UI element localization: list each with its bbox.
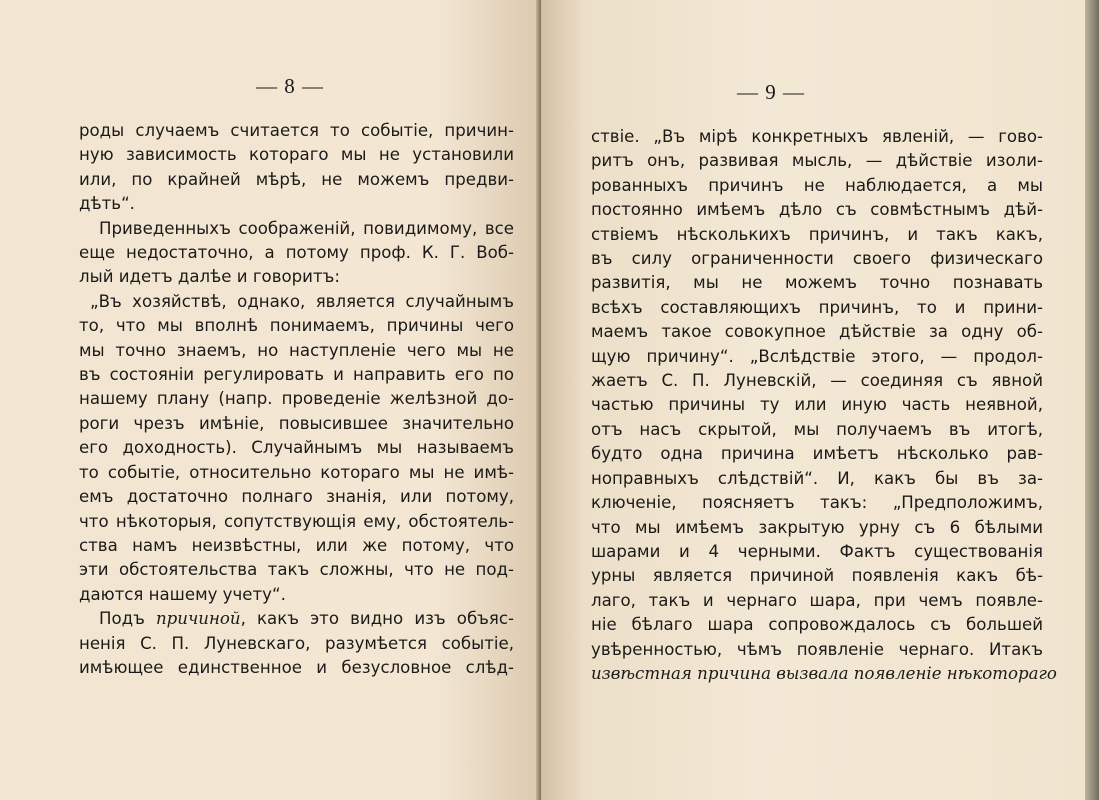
text-line: шарами и 4 черными. Фактъ существованiя — [591, 541, 1043, 561]
text-line: что мы имѣемъ закрытую урну съ 6 бѣлыми — [591, 517, 1043, 537]
text-line: что нѣкоторыя, сопутствующiя ему, обстоятель- — [79, 511, 514, 531]
text-line — [79, 607, 514, 631]
text-line: или, по крайней мѣрѣ, не можемъ предви- — [79, 169, 514, 189]
text-line: всѣхъ составляющихъ причинъ, то и прини- — [591, 297, 1043, 317]
text-line: ствiе. „Въ мiрѣ конкретныхъ явленiй, — гово- — [591, 127, 1043, 146]
text-fragment: , какъ это видно изъ объяс- — [240, 609, 514, 629]
right-page — [541, 0, 1085, 800]
text-fragment: Подъ — [99, 609, 156, 629]
page-number: — 9 — — [737, 80, 805, 104]
text-line: ноправныхъ слѣдствiй“. И, какъ бы въ за- — [591, 468, 1043, 488]
italic-term: причиной — [155, 609, 241, 629]
text-line: маемъ такое совокупное дѣйствiе за одну об- — [591, 322, 1043, 342]
italic-line: извѣстная причина вызвала появленiе нѣкотораго — [591, 663, 1057, 683]
text-line: то, что мы вполнѣ понимаемъ, причины чего — [79, 316, 514, 336]
text-line: имѣющее единственное и безусловное слѣд- — [79, 657, 514, 677]
text-line: роды случаемъ считается то событiе, причин- — [79, 121, 514, 140]
right-page-text — [591, 125, 1057, 686]
left-page-text — [79, 119, 514, 680]
text-line: постоянно имѣемъ дѣло съ совмѣстнымъ дѣй- — [591, 200, 1043, 220]
left-page — [0, 0, 540, 800]
text-line: еще недостаточно, а потому проф. К. Г. Воб- — [79, 243, 514, 263]
text-line: емъ достаточно полнаго знанiя, или потому, — [79, 487, 514, 507]
text-line: развитiя, мы не можемъ точно познавать — [591, 273, 1043, 293]
text-line: нiе бѣлаго шара сопровождалось съ большей — [591, 615, 1043, 635]
text-line: частью причины ту или иную часть неявной, — [591, 395, 1043, 415]
text-line: въ силу ограниченности своего физическаго — [591, 249, 1043, 269]
text-line: лый идетъ далѣе и говоритъ: — [79, 267, 340, 287]
book-fore-edge — [1085, 0, 1099, 800]
text-line: ключенiе, поясняетъ такъ: „Предположимъ, — [591, 493, 1043, 513]
text-line: дѣть“. — [79, 194, 135, 214]
text-line: ную зависимость котораго мы не установили — [79, 145, 514, 165]
text-line: даются нашему учету“. — [79, 584, 286, 604]
text-line: рованныхъ причинъ не наблюдается, а мы — [591, 175, 1043, 195]
text-line: ненiя С. П. Луневскаго, разумѣется событiе, — [79, 633, 514, 653]
text-line: лаго, такъ и чернаго шара, при чемъ появле- — [591, 590, 1043, 610]
text-line: ритъ онъ, развивая мысль, — дѣйствiе изоли- — [591, 151, 1043, 171]
text-line: будто одна причина имѣетъ нѣсколько рав- — [591, 444, 1043, 464]
text-line: то событiе, относительно котораго мы не имѣ- — [79, 462, 514, 482]
text-line: увѣренностью, чѣмъ появленiе чернаго. Итакъ — [591, 639, 1043, 659]
text-line: ства намъ неизвѣстны, или же потому, что — [79, 535, 514, 555]
text-line: въ состоянiи регулировать и направить его по — [79, 365, 514, 385]
text-line: „Въ хозяйствѣ, однако, является случайнымъ — [90, 291, 514, 311]
page-number: — 8 — — [256, 74, 324, 98]
text-line: ствiемъ нѣсколькихъ причинъ, и такъ какъ, — [591, 224, 1043, 244]
text-line: нашему плану (напр. проведенiе желѣзной до- — [79, 389, 514, 409]
text-line: щую причину“. „Вслѣдствiе этого, — продол- — [591, 346, 1043, 366]
text-line: жаетъ С. П. Луневскiй, — соединяя съ явной — [591, 371, 1043, 391]
text-line: его доходность). Случайнымъ мы называемъ — [79, 438, 514, 458]
text-line: эти обстоятельства такъ сложны, что не под- — [79, 560, 514, 580]
text-line: роги чрезъ имѣнiе, повысившее значительно — [79, 413, 514, 433]
text-line: мы точно знаемъ, но наступленiе чего мы не — [79, 340, 514, 360]
text-line: отъ насъ скрытой, мы получаемъ въ итогѣ, — [591, 419, 1043, 439]
text-line: Приведенныхъ соображенiй, повидимому, все — [99, 218, 514, 238]
text-line: урны является причиной появленiя какъ бѣ- — [591, 566, 1043, 586]
